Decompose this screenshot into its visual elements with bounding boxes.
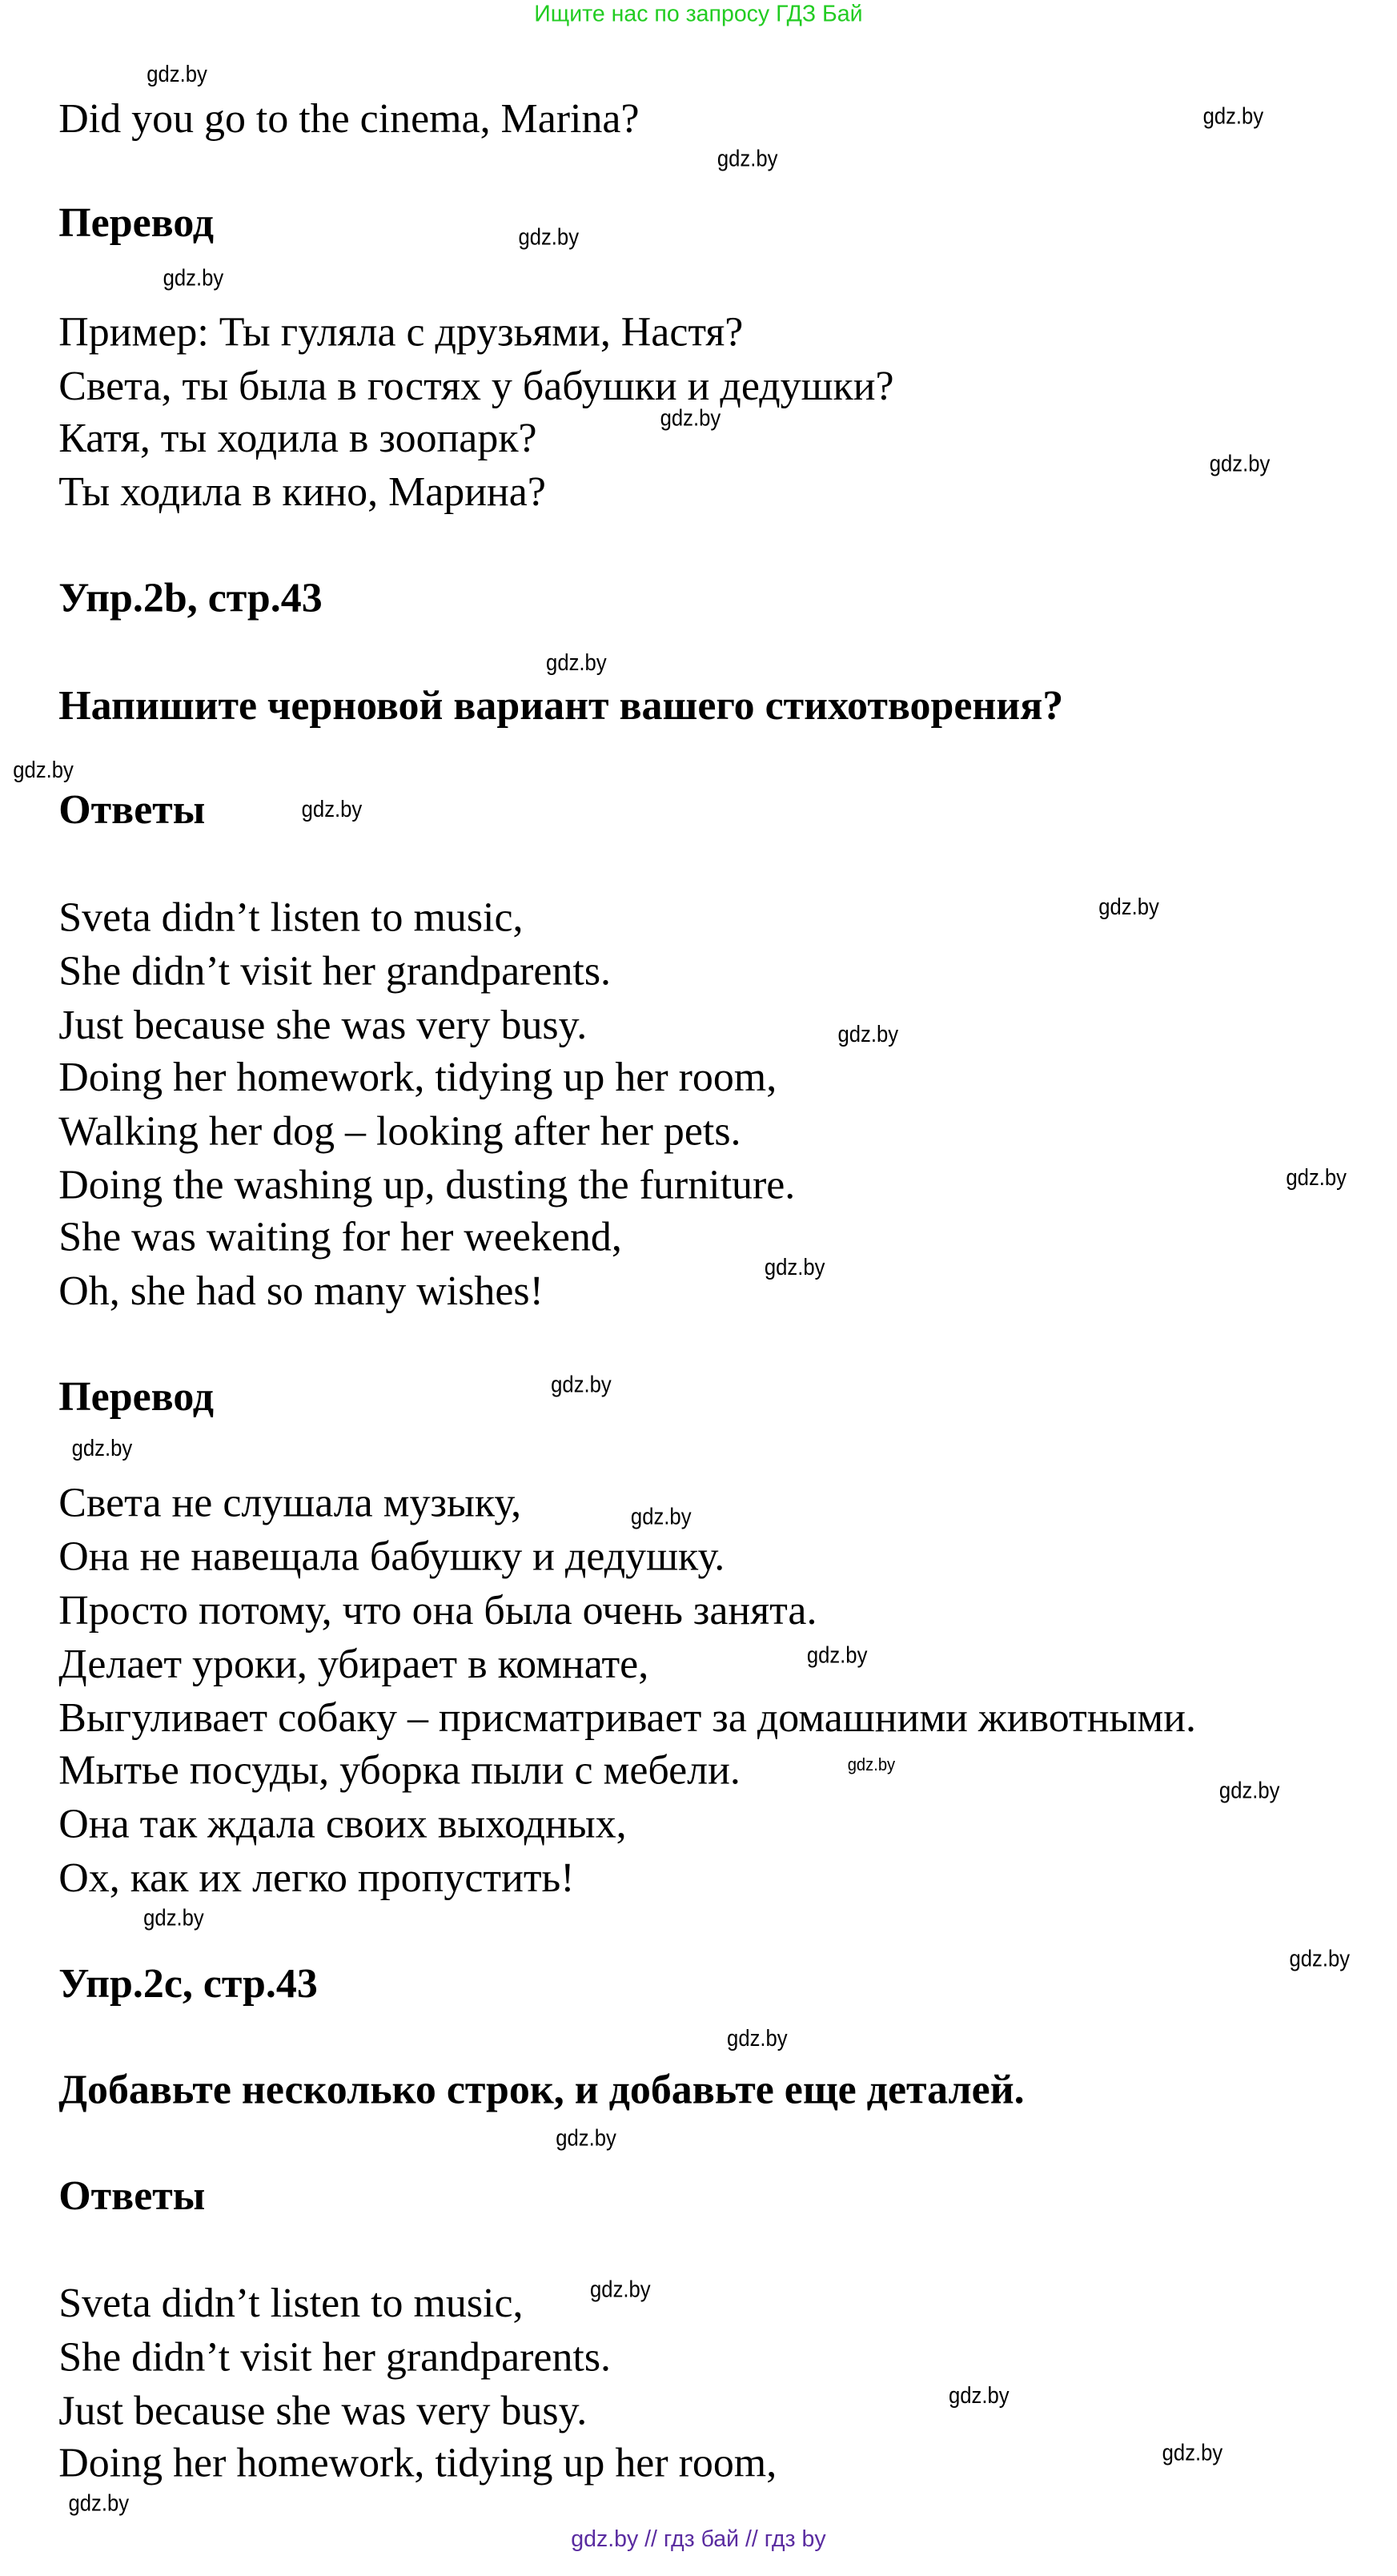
text-line: Пример: Ты гуляла с друзьями, Настя? (58, 307, 744, 356)
translation-heading: Перевод (58, 1372, 215, 1421)
watermark: gdz.by (764, 1253, 825, 1280)
watermark: gdz.by (1286, 1163, 1347, 1191)
watermark: gdz.by (630, 1503, 692, 1529)
watermark: gdz.by (546, 649, 607, 675)
watermark: gdz.by (1289, 1944, 1351, 1971)
watermark: gdz.by (147, 60, 207, 86)
watermark: gdz.by (837, 1020, 899, 1047)
poem-line: She didn’t visit her grandparents. (58, 946, 612, 995)
exercise-title: Упр.2c, стр.43 (58, 1959, 318, 2007)
exercise-title: Упр.2b, стр.43 (58, 573, 323, 621)
exercise-task: Напишите черновой вариант вашего стихотворения? (58, 681, 1064, 729)
translation-line: Делает уроки, убирает в комнате, (58, 1640, 649, 1688)
watermark: gdz.by (301, 795, 363, 822)
poem-line: Walking her dog – looking after her pets. (58, 1107, 741, 1155)
text-line: Ты ходила в кино, Марина? (58, 468, 546, 516)
translation-heading: Перевод (58, 199, 215, 247)
poem-line: Sveta didn’t listen to music, (58, 893, 524, 941)
translation-line: Она так ждала своих выходных, (58, 1799, 627, 1847)
watermark: gdz.by (551, 1371, 612, 1397)
poem-line: Doing her homework, tidying up her room, (58, 1053, 777, 1101)
poem-line: Just because she was very busy. (58, 1001, 588, 1049)
watermark: gdz.by (948, 2381, 1010, 2409)
poem-line: Doing her homework, tidying up her room, (58, 2438, 777, 2486)
watermark: gdz.by (556, 2124, 616, 2151)
poem-line: She didn’t visit her grandparents. (58, 2333, 612, 2381)
watermark: gdz.by (163, 263, 224, 291)
watermark: gdz.by (590, 2276, 651, 2302)
watermark: gdz.by (1098, 893, 1159, 920)
watermark: gdz.by (847, 1755, 896, 1776)
text-line: Did you go to the cinema, Marina? (58, 94, 640, 143)
watermark: gdz.by (518, 223, 580, 250)
exercise-task: Добавьте несколько строк, и добавьте еще деталей. (58, 2065, 1025, 2113)
watermark: gdz.by (1202, 102, 1264, 129)
poem-line: Doing the washing up, dusting the furniture. (58, 1160, 796, 1208)
watermark: gdz.by (71, 1434, 133, 1461)
answers-heading: Ответы (58, 2171, 206, 2219)
watermark: gdz.by (806, 1642, 868, 1668)
watermark: gdz.by (727, 2024, 788, 2052)
poem-line: Sveta didn’t listen to music, (58, 2279, 524, 2327)
watermark: gdz.by (143, 1904, 204, 1931)
translation-line: Просто потому, что она была очень занята. (58, 1586, 817, 1634)
translation-line: Ох, как их легко пропустить! (58, 1853, 575, 1901)
footer-links[interactable]: gdz.by // гдз бай // гдз by (571, 2525, 826, 2552)
watermark: gdz.by (717, 145, 778, 171)
translation-line: Мытье посуды, уборка пыли с мебели. (58, 1746, 741, 1794)
watermark: gdz.by (1218, 1777, 1280, 1803)
watermark: gdz.by (13, 756, 74, 783)
poem-line: Just because she was very busy. (58, 2386, 588, 2434)
translation-line: Выгуливает собаку – присматривает за домашними животными. (58, 1694, 1197, 1742)
watermark: gdz.by (68, 2489, 130, 2516)
poem-line: Oh, she had so many wishes! (58, 1266, 544, 1315)
poem-line: She was waiting for her weekend, (58, 1212, 622, 1260)
translation-line: Света не слушала музыку, (58, 1478, 522, 1526)
header-banner[interactable]: Ищите нас по запросу ГДЗ Бай (534, 0, 863, 26)
watermark: gdz.by (1209, 449, 1271, 476)
text-line: Света, ты была в гостях у бабушки и дедушки? (58, 361, 894, 410)
watermark: gdz.by (1162, 2438, 1223, 2465)
text-line: Катя, ты ходила в зоопарк? (58, 414, 537, 462)
watermark: gdz.by (660, 404, 721, 431)
translation-line: Она не навещала бабушку и дедушку. (58, 1532, 725, 1580)
answers-heading: Ответы (58, 786, 206, 834)
